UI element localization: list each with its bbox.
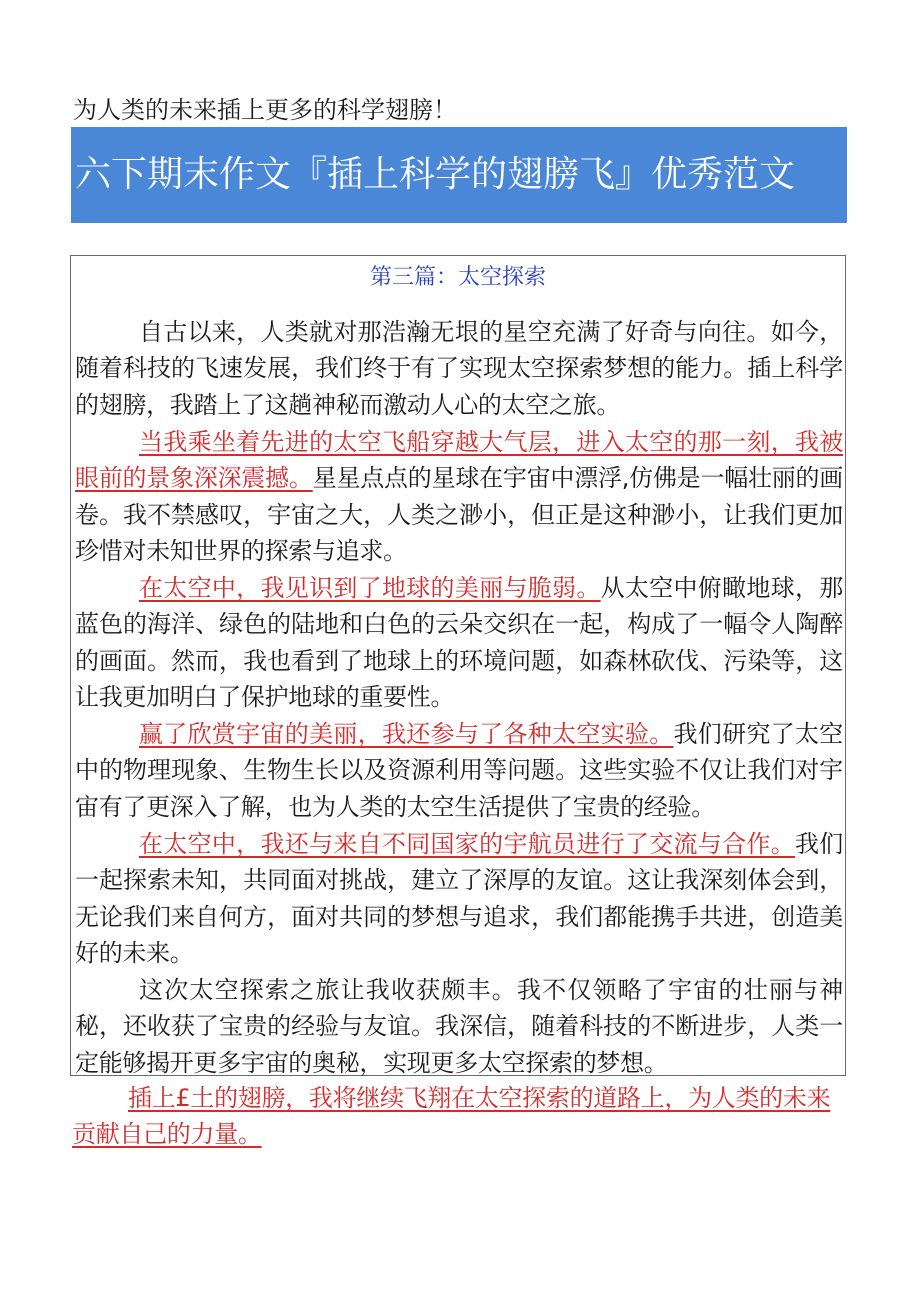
paragraph-2 (75, 424, 843, 570)
paragraph-5-text: 我们一起探索未知，共同面对挑战，建立了深厚的友谊。这让我深刻体会到，无论我们来自何方，面对共同的梦想与追求，我们都能携手共进，创造美好的未来。 (75, 830, 843, 968)
paragraph-6-text: 这次太空探索之旅让我收获颇丰。我不仅领略了宇宙的壮丽与神秘，还收获了宝贵的经验与友谊。我深信，随着科技的不断进步，人类一定能够揭开更多宇宙的奥秘，实现更多太空探索的梦想。 (75, 976, 843, 1077)
paragraph-3-highlight: 在太空中，我见识到了地球的美丽与脆弱。 (139, 574, 601, 602)
title-banner (71, 127, 847, 223)
article-heading: 第三篇：太空探索 (369, 265, 546, 290)
paragraph-4-highlight: 赢了欣赏宇宙的美丽，我还参与了各种太空实验。 (139, 720, 674, 748)
article-box (70, 255, 846, 1076)
paragraph-3 (75, 570, 843, 716)
paragraph-4-text: 我们研究了太空中的物理现象、生物生长以及资源利用等问题。这些实验不仅让我们对宇宙有了更深入了解，也为人类的太空生活提供了宝贵的经验。 (75, 720, 843, 821)
paragraph-2-highlight: 当我乘坐着先进的太空飞船穿越大气层，进入太空的那一刻，我被眼前的景象深深震撼。 (75, 428, 843, 493)
paragraph-2-text: 星星点点的星球在宇宙中漂浮,仿佛是一幅壮丽的画卷。我不禁感叹，宇宙之大，人类之渺小，但正是这种渺小，让我们更加珍惜对未知世界的探索与追求。 (75, 464, 844, 566)
closing-paragraph: 插上£土的翅膀，我将继续飞翔在太空探索的道路上，为人类的未来贡献自己的力量。 (72, 1084, 831, 1148)
paragraph-1-text: 自古以来，人类就对那浩瀚无垠的星空充满了好奇与向往。如今，随着科技的飞速发展，我们终于有了实现太空探索梦想的能力。插上科学的翅膀，我踏上了这趟神秘而激动人心的太空之旅。 (75, 318, 843, 419)
paragraph-1 (75, 314, 843, 423)
top-slogan: 为人类的未来插上更多的科学翅膀！ (73, 96, 457, 124)
paragraph-4 (75, 716, 843, 825)
paragraph-6 (75, 972, 843, 1081)
page-title: 六下期末作文『插上科学的翅膀飞』优秀范文 (75, 154, 796, 195)
paragraph-3-text: 从太空中俯瞰地球，那蓝色的海洋、绿色的陆地和白色的云朵交织在一起，构成了一幅令人陶醉的画面。然而，我也看到了地球上的环境问题，如森林砍伐、污染等，这让我更加明白了保护地球的重要性。 (75, 574, 843, 712)
paragraph-5-highlight: 在太空中，我还与来自不同国家的宇航员进行了交流与合作。 (139, 830, 795, 858)
paragraph-5 (75, 826, 843, 972)
